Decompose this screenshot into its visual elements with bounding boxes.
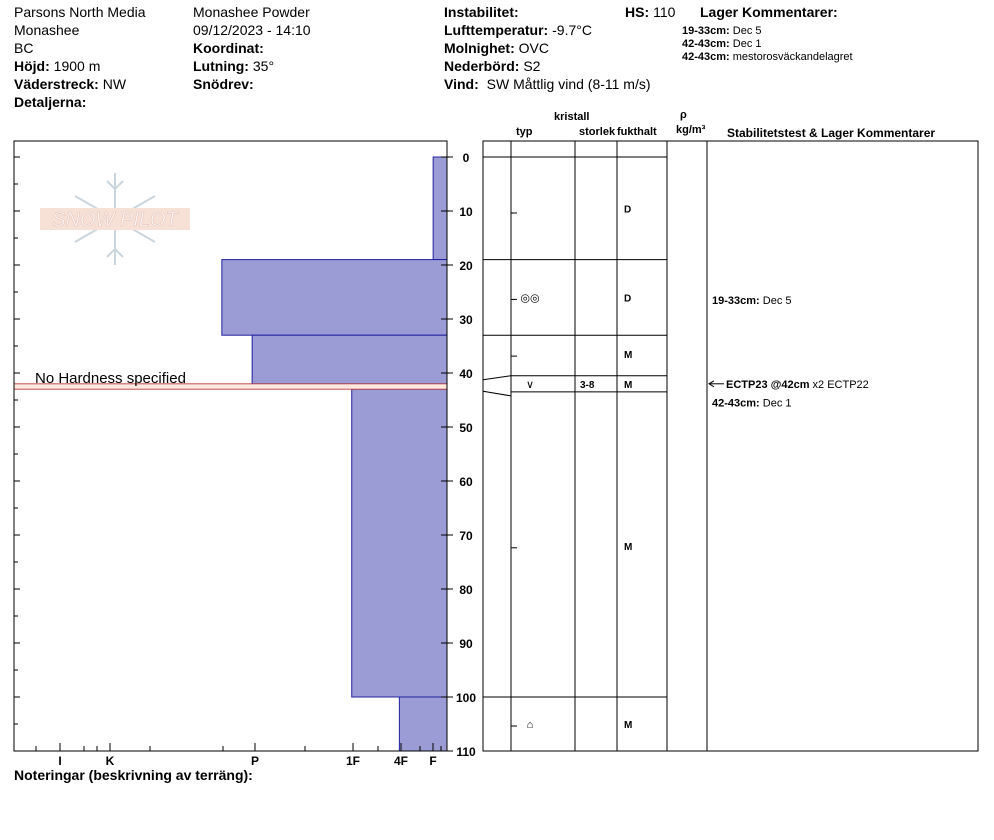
logo-text: SNOW PILOT xyxy=(52,209,178,231)
comment-text: Dec 5 xyxy=(762,295,792,308)
hardness-bar xyxy=(399,697,447,751)
location-name: Monashee Powder xyxy=(193,4,310,20)
col-stability-header: Stabilitetstest & Lager Kommentarer xyxy=(727,126,936,140)
layer-comment-text: Dec 1 xyxy=(732,38,762,50)
depth-tick-label: 90 xyxy=(459,637,473,651)
col-size-header: storlek xyxy=(579,126,616,138)
depth-tick-label: 0 xyxy=(462,151,470,165)
depth-tick-label: 110 xyxy=(456,745,476,759)
notes-label: Noteringar (beskrivning av terräng): xyxy=(14,767,253,783)
wind-label: Vind: xyxy=(444,76,479,92)
slope-value: 35° xyxy=(252,58,275,74)
coordinate-label: Koordinat: xyxy=(193,40,264,56)
org-name: Parsons North Media xyxy=(14,4,146,20)
aspect-value: NW xyxy=(102,76,127,92)
layer-comments-title: Lager Kommentarer: xyxy=(700,4,838,20)
col-crystal-header: kristall xyxy=(554,111,590,123)
unspecified-layer-label: No Hardness specified xyxy=(35,369,186,387)
snowpilot-logo xyxy=(40,173,190,265)
depth-tick-label: 100 xyxy=(455,691,477,705)
slope-label: Lutning: xyxy=(193,58,249,74)
hardness-tick-label: K xyxy=(105,754,115,768)
air-temp-value: -9.7°C xyxy=(552,22,592,38)
stability-test-label: ECTP23 @42cm xyxy=(726,378,813,391)
stability-test-row xyxy=(726,379,869,391)
snow-height-value: 110 xyxy=(653,4,676,20)
precip-value: S2 xyxy=(523,58,541,74)
details-label: Detaljerna: xyxy=(14,94,87,110)
layer-comment-range: 19-33cm: xyxy=(682,25,730,37)
comment-range: 42-43cm: xyxy=(712,397,763,410)
layer-comment-row xyxy=(712,295,792,307)
depth-tick-label: 40 xyxy=(459,367,473,381)
hardness-tick-label: 4F xyxy=(393,754,409,768)
depth-tick-label: 70 xyxy=(459,529,473,543)
comment-range: 19-33cm: xyxy=(712,295,763,308)
elevation-label: Höjd: xyxy=(14,58,50,74)
instability-label: Instabilitet: xyxy=(444,4,519,20)
depth-tick-label: 10 xyxy=(459,205,473,219)
moisture-value: D xyxy=(624,204,632,216)
grain-type-symbol: ⌂ xyxy=(526,719,534,731)
layer-connector xyxy=(483,391,511,396)
aspect-label: Väderstreck: xyxy=(14,76,99,92)
col-moisture-header: fukthalt xyxy=(617,126,657,138)
layer-comment-range: 42-43cm: xyxy=(682,38,730,50)
grain-type-symbol: ◎◎ xyxy=(520,292,540,305)
depth-tick-label: 20 xyxy=(459,259,473,273)
hardness-tick-label: P xyxy=(250,754,260,768)
wind-value: SW Måttlig vind (8-11 m/s) xyxy=(486,76,651,92)
layer-comment-text: Dec 5 xyxy=(732,25,762,37)
layer-comment-text: mestorosväckandelagret xyxy=(732,51,853,63)
hardness-bar xyxy=(252,335,447,384)
grain-type-symbol: ∨ xyxy=(525,378,535,391)
moisture-value: M xyxy=(624,379,633,391)
col-type-header: typ xyxy=(516,126,533,138)
depth-tick-label: 50 xyxy=(459,421,473,435)
hardness-tick-label: I xyxy=(58,754,62,768)
stability-test-text: x2 ECTP22 xyxy=(812,378,869,391)
depth-tick-label: 80 xyxy=(459,583,473,597)
cloud-value: OVC xyxy=(518,40,549,56)
moisture-value: D xyxy=(624,293,632,305)
cloud-label: Molnighet: xyxy=(444,40,515,56)
depth-tick-label: 30 xyxy=(459,313,473,327)
layer-connector xyxy=(483,376,511,380)
snowdrift-label: Snödrev: xyxy=(193,76,254,92)
grain-size-value: 3-8 xyxy=(580,379,595,391)
precip-label: Nederbörd: xyxy=(444,58,520,74)
depth-tick-label: 60 xyxy=(459,475,473,489)
layer-comment-range: 42-43cm: xyxy=(682,51,730,63)
layer-table-frame xyxy=(483,141,978,751)
hardness-bar xyxy=(352,389,447,697)
hardness-bar xyxy=(433,157,447,260)
col-density-symbol: ρ xyxy=(680,109,687,121)
comment-text: Dec 1 xyxy=(762,397,792,410)
elevation-value: 1900 m xyxy=(53,58,101,74)
moisture-value: M xyxy=(624,541,633,553)
range-name: Monashee xyxy=(14,22,80,38)
hardness-bar xyxy=(222,260,447,336)
snow-height-label: HS: xyxy=(625,4,650,20)
hardness-tick-label: 1F xyxy=(345,754,361,768)
air-temp-label: Lufttemperatur: xyxy=(444,22,549,38)
hardness-tick-label: F xyxy=(429,754,437,768)
col-density-unit: kg/m³ xyxy=(676,124,706,136)
observation-datetime: 09/12/2023 - 14:10 xyxy=(193,22,311,38)
layer-comment-row xyxy=(712,398,792,410)
province: BC xyxy=(14,40,34,56)
moisture-value: M xyxy=(624,350,633,362)
moisture-value: M xyxy=(624,720,633,731)
